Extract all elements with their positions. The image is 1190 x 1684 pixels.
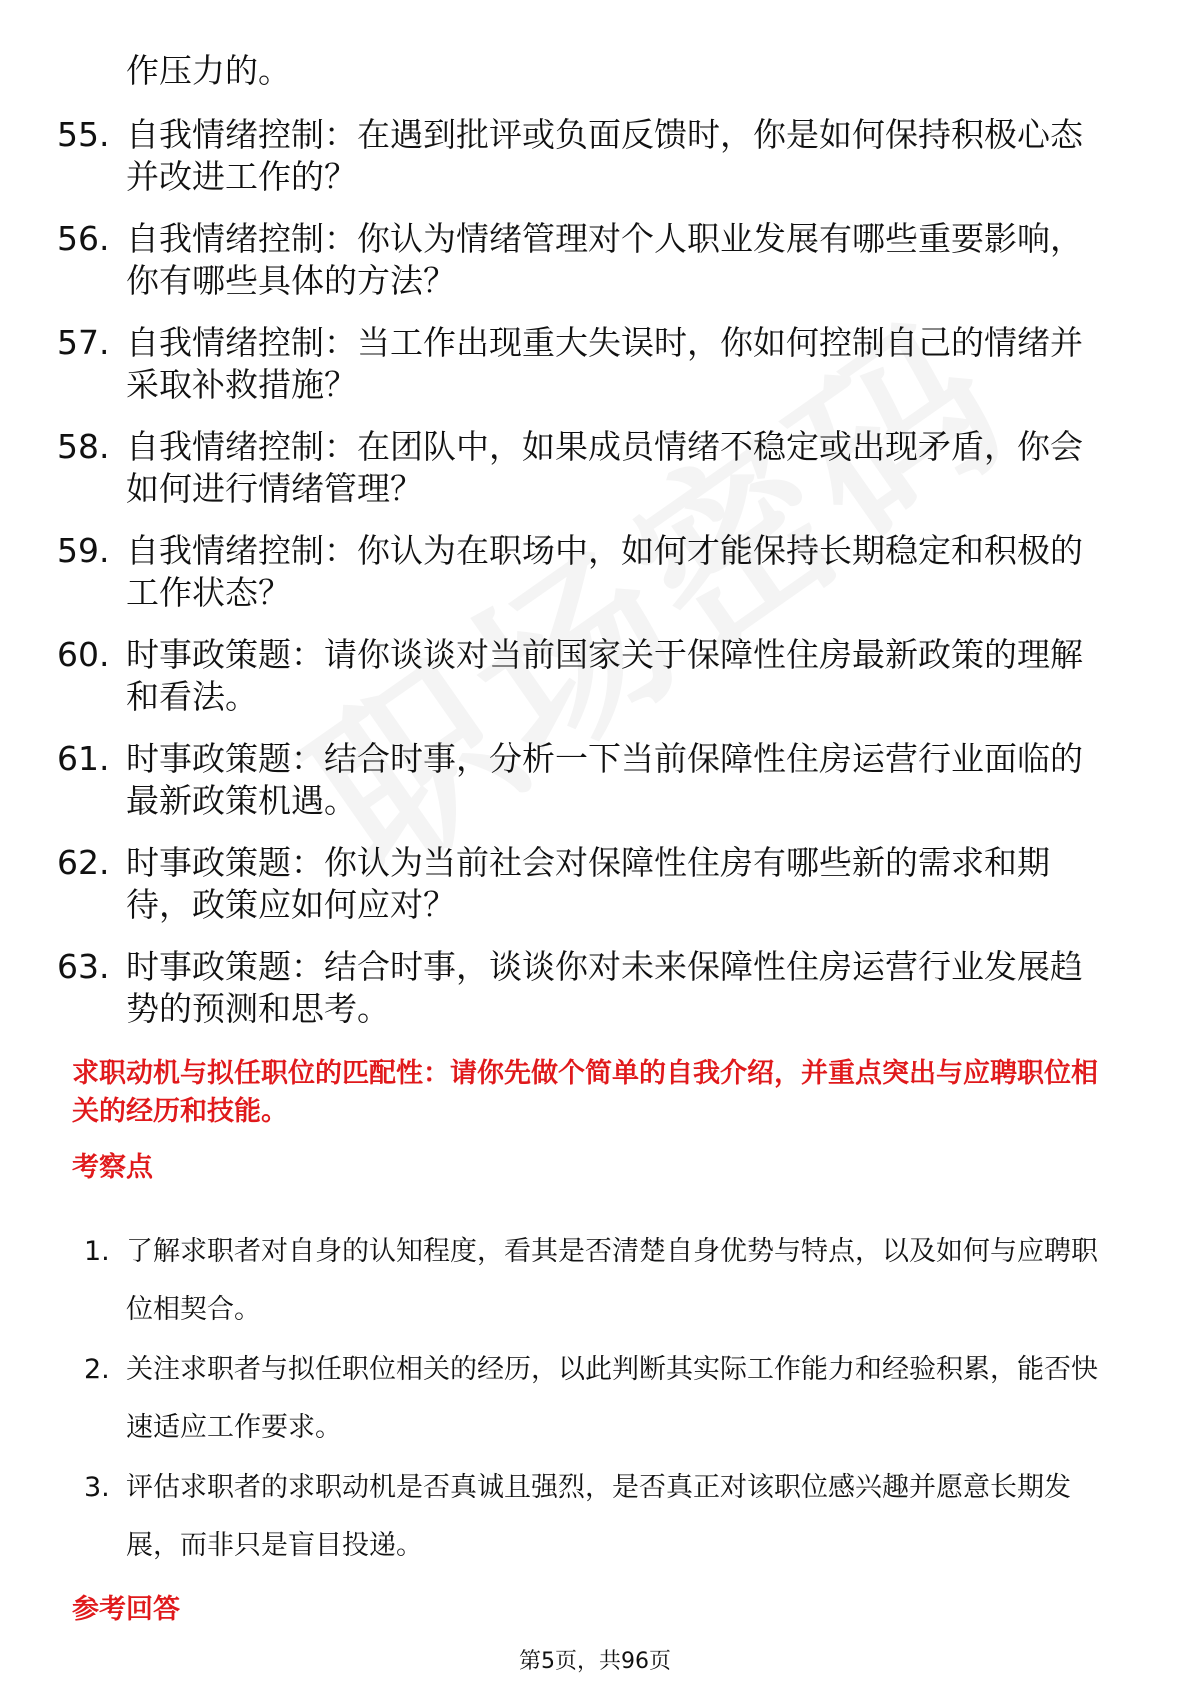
question-number: 55. (57, 115, 110, 154)
question-item (0, 946, 1190, 1030)
question-text: 时事政策题：结合时事，分析一下当前保障性住房运营行业面临的最新政策机遇。 (126, 739, 1083, 820)
point-text: 评估求职者的求职动机是否真诚且强烈，是否真正对该职位感兴趣并愿意长期发展，而非只是盲目投递。 (126, 1472, 1071, 1561)
highlight-question-heading: 求职动机与拟任职位的匹配性：请你先做个简单的自我介绍，并重点突出与应聘职位相关的经历和技能。 (72, 1058, 1098, 1127)
point-number: 1. (84, 1236, 110, 1267)
question-item (0, 530, 1190, 614)
assessment-point (0, 1223, 1190, 1339)
reference-answer-title: 参考回答 (72, 1594, 180, 1625)
question-text: 自我情绪控制：你认为在职场中，如何才能保持长期稳定和积极的工作状态？ (126, 531, 1083, 612)
question-item (0, 322, 1190, 406)
question-item (0, 842, 1190, 926)
point-text: 关注求职者与拟任职位相关的经历，以此判断其实际工作能力和经验积累，能否快速适应工作要求。 (126, 1354, 1098, 1443)
question-text: 自我情绪控制：在遇到批评或负面反馈时，你是如何保持积极心态并改进工作的？ (126, 115, 1083, 196)
question-item (0, 634, 1190, 718)
question-number: 62. (57, 843, 110, 882)
page-footer: 第5页，共96页 (519, 1649, 671, 1674)
question-text: 自我情绪控制：在团队中，如果成员情绪不稳定或出现矛盾，你会如何进行情绪管理？ (126, 427, 1083, 508)
question-item (0, 114, 1190, 198)
question-text: 时事政策题：你认为当前社会对保障性住房有哪些新的需求和期待，政策应如何应对？ (126, 843, 1050, 924)
question-number: 60. (57, 635, 110, 674)
question-number: 58. (57, 427, 110, 466)
question-number: 63. (57, 947, 110, 986)
assessment-point (0, 1459, 1190, 1575)
continuation-text: 作压力的。 (126, 51, 291, 90)
question-list (0, 114, 1190, 1050)
question-text: 时事政策题：结合时事，谈谈你对未来保障性住房运营行业发展趋势的预测和思考。 (126, 947, 1083, 1028)
assessment-section-title: 考察点 (72, 1152, 153, 1183)
assessment-points-list (0, 1223, 1190, 1577)
point-text: 了解求职者对自身的认知程度，看其是否清楚自身优势与特点，以及如何与应聘职位相契合。 (126, 1236, 1098, 1325)
question-item (0, 426, 1190, 510)
question-number: 59. (57, 531, 110, 570)
question-item (0, 738, 1190, 822)
question-number: 56. (57, 219, 110, 258)
assessment-point (0, 1341, 1190, 1457)
question-text: 时事政策题：请你谈谈对当前国家关于保障性住房最新政策的理解和看法。 (126, 635, 1083, 716)
question-item (0, 218, 1190, 302)
question-text: 自我情绪控制：你认为情绪管理对个人职业发展有哪些重要影响，你有哪些具体的方法？ (126, 219, 1083, 300)
point-number: 3. (84, 1472, 110, 1503)
question-text: 自我情绪控制：当工作出现重大失误时，你如何控制自己的情绪并采取补救措施？ (126, 323, 1083, 404)
point-number: 2. (84, 1354, 110, 1385)
question-number: 57. (57, 323, 110, 362)
question-number: 61. (57, 739, 110, 778)
